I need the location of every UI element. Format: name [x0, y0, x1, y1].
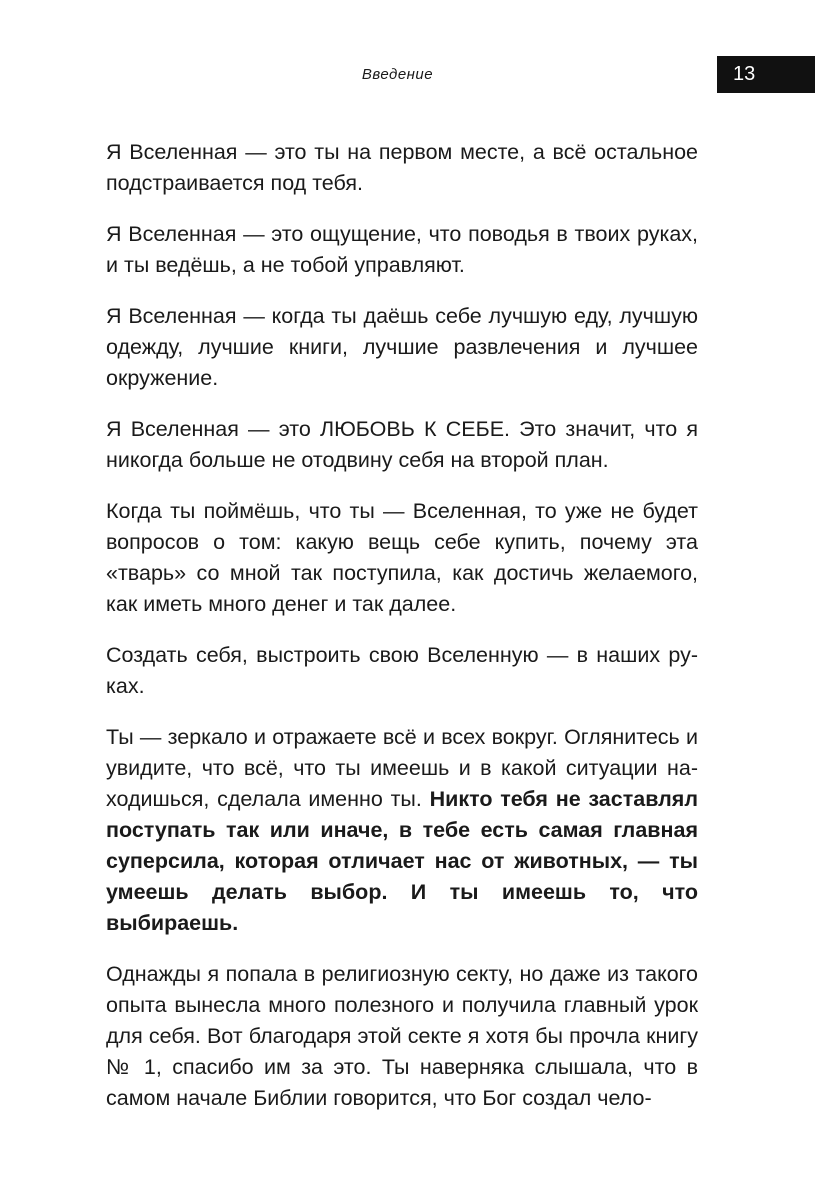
paragraph [106, 301, 698, 394]
paragraph-text: Я Вселенная — это ЛЮБОВЬ К СЕБЕ. Это значит, что я никогда больше не отодвину себя на второй план. [106, 417, 698, 472]
paragraph-text: Я Вселенная — это ты на первом месте, а всё остальное подстраивается под тебя. [106, 140, 698, 195]
paragraph-text: Создать себя, выстроить свою Вселенную — в наших руках. [106, 643, 698, 698]
paragraph-text: Я Вселенная — когда ты даёшь себе лучшую еду, лучшую одежду, лучшие книги, лучшие развлечения и лучшее окружение. [106, 304, 698, 390]
paragraph [106, 722, 698, 939]
paragraph [106, 959, 698, 1114]
paragraph [106, 414, 698, 476]
paragraph-text: Ты — зеркало и отражаете всё и всех вокруг. Оглянитесь и увидите, что всё, что ты имеешь и в какой ситуации находишься, сделала именно ты. [106, 725, 698, 811]
paragraph-bold-text: Никто тебя не заставлял поступать так или иначе, в тебе есть самая главная суперсила, которая отличает нас от животных, — ты умеешь делать выбор. И ты имеешь то, что выбираешь. [106, 787, 699, 935]
paragraph-text: Когда ты поймёшь, что ты — Вселенная, то уже не будет вопросов о том: какую вещь себе купить, почему эта «тварь» со мной так поступила, как достичь желаемого, как иметь много денег и так далее. [106, 499, 698, 616]
paragraph [106, 640, 698, 702]
paragraph-text: Я Вселенная — это ощущение, что поводья в твоих руках, и ты ведёшь, а не тобой управляют. [106, 222, 698, 277]
page-number: 13 [717, 56, 815, 93]
paragraph [106, 219, 698, 281]
paragraph-text: Однажды я попала в религиозную секту, но даже из такого опыта вынесла много полезного и получила главный урок для себя. Вот благодаря этой секте я хотя бы прочла книгу № 1, спасибо им за это. Ты наверняка слышала, что в самом начале Библии говорится, что Бог создал чело- [106, 962, 698, 1110]
paragraph [106, 137, 698, 199]
text-body [106, 137, 698, 1134]
running-head: Введение [361, 66, 434, 83]
paragraph [106, 496, 698, 620]
